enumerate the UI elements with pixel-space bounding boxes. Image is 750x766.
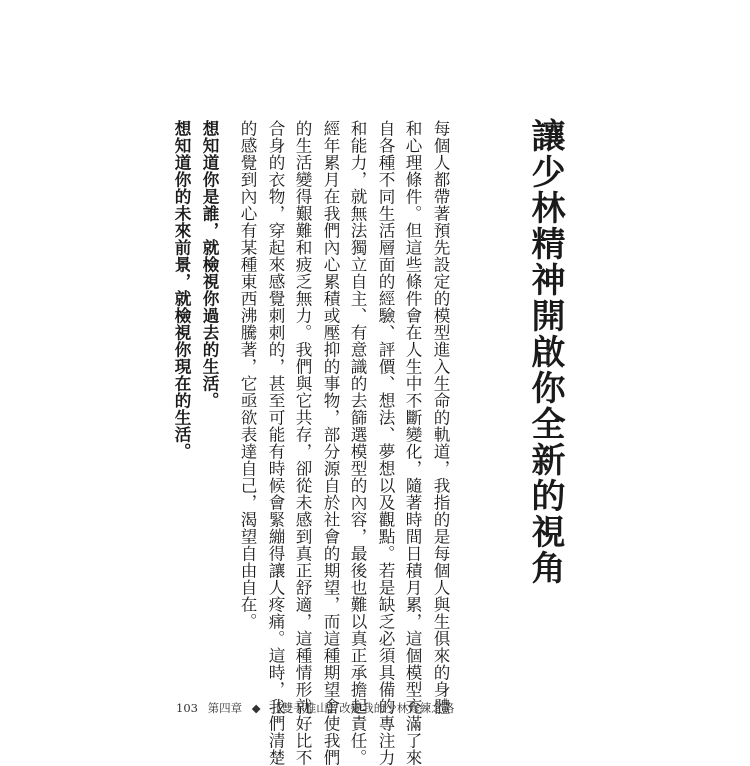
body-line-4: 和能力，就無法獨立自主、有意識的去篩選模型的內容，最後也難以真正承擔起責任。 <box>348 120 367 766</box>
body-line-1: 每個人都帶著預先設定的模型進入生命的軌道，我指的是每個人與生俱來的身體 <box>431 120 450 715</box>
body-line-7: 合身的衣物，穿起來感覺刺刺的，甚至可能有時候會緊繃得讓人疼痛。這時，我們清楚 <box>266 120 285 766</box>
chapter-heading: 讓少林精神開啟你全新的視角 <box>525 118 565 586</box>
page-number: 103 <box>176 701 198 715</box>
page-footer <box>176 700 460 716</box>
chapter-label: 第四章 <box>207 701 243 715</box>
body-line-5: 經年累月在我們內心累積或壓抑的事物，部分源自於社會的期望，而這種期望會使我們 <box>321 120 340 766</box>
diamond-separator-icon: ◆ <box>251 701 261 715</box>
body-line-3: 自各種不同生活層面的經驗、評價、想法、夢想以及觀點。若是缺乏必須具備的專注力 <box>376 120 395 766</box>
closing-quote-2: 想知道你的未來前景，就檢視你現在的生活。 <box>172 120 192 460</box>
closing-quote-1: 想知道你是誰，就檢視你過去的生活。 <box>200 120 220 409</box>
body-line-8: 的感覺到內心有某種東西沸騰著，它亟欲表達自己，渴望自由自在。 <box>238 120 257 630</box>
body-line-6: 的生活變得艱難和疲乏無力。我們與它共存，卻從未感到真正舒適，這種情形就好比不 <box>293 120 312 766</box>
section-title: 【雙手推山】改變我的少林修練之路 <box>270 701 455 715</box>
body-line-2: 和心理條件。但這些條件會在人生中不斷變化，隨著時間日積月累，這個模型充滿了來 <box>403 120 422 766</box>
